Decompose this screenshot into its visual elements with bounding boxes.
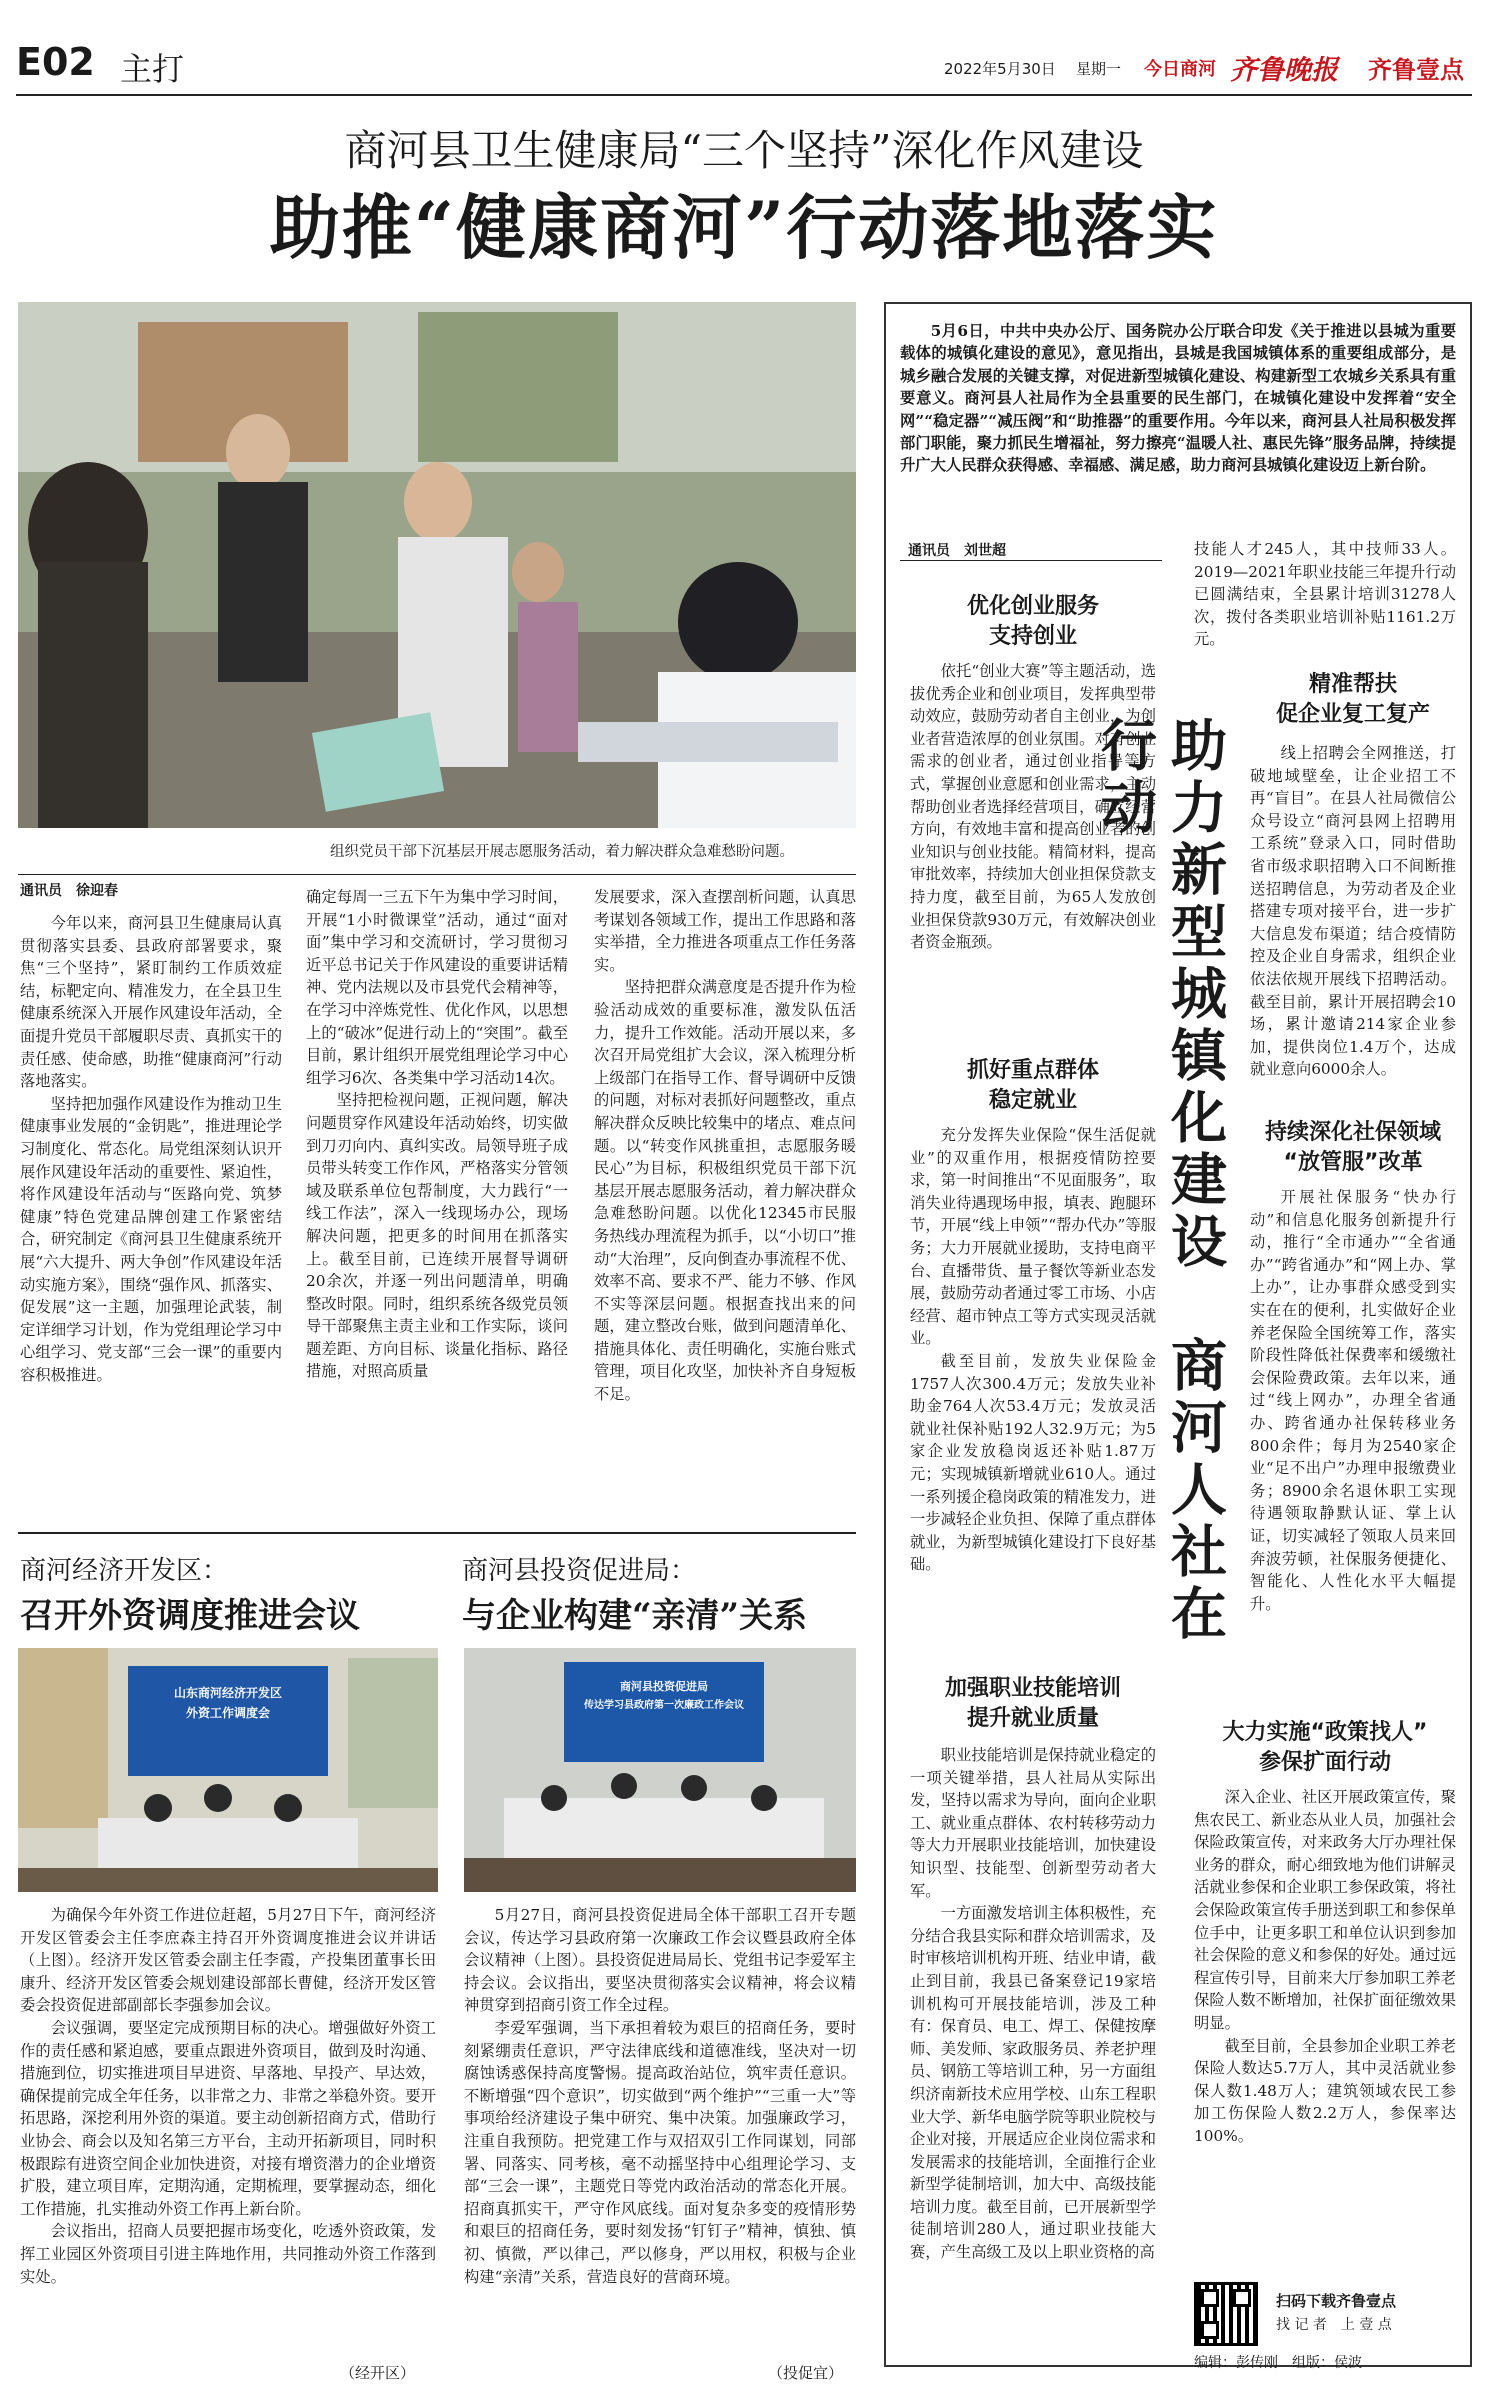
devzone-body [20,1904,436,2288]
main-byline: 通讯员 徐迎春 [20,883,118,899]
invest-banner-line2: 传达学习县政府第一次廉政工作会议 [584,1700,744,1711]
devzone-banner-line1: 山东商河经济开发区 [173,1686,282,1700]
section-title-social-security: 持续深化社保领域 “放管服”改革 [1264,1120,1441,1175]
section-body-entrepreneurship [910,660,1156,954]
section-body-enterprise-support [1250,742,1456,1081]
main-article-top-rule [18,874,856,875]
section-divider [18,1532,856,1534]
paragraph: 李爱军强调，当下承担着较为艰巨的招商任务，要时刻紧绷责任意识，严守法律底线和道德准线，坚决对一切腐蚀诱惑保持高度警惕。提高政治站位，筑牢责任意识。不断增强“四个意识”，切实做到“两个维护”“三重一大”等事项给经济建设子集中研究、集中决策。加强廉政学习，注重自我预防。把党建工作与双招双引工作同谋划，同部署、同落实、同考核，毫不动摇坚持中心组理论学习、支部“三会一课”，主题党日等党内政治活动的常态化开展。招商真抓实干，严守作风底线。面对复杂多变的疫情形势和艰巨的招商任务，要时刻发扬“钉钉子”精神，慎独、慎初、慎微，严以律己，严以修身，严以用权，积极与企业构建“亲清”关系，营造良好的营商环境。 [464,2018,856,2286]
paragraph: 一方面激发培训主体积极性，充分结合我县实际和群众培训需求，及时审核培训机构开班、结业申请，截止到目前，我县已备案登记19家培训机构可开展技能培训，涉及工种有：保育员、电工、焊工、保健按摩师、美发师、家政服务员、养老护理员、钢筋工等培训工种，另一方面组织济南新技术应用学校、山东工程职业大学、新华电脑学院等职业院校与企业对接，开展适应企业岗位需求和发展需求的技能培训，全面推行企业新型学徒制培训，加大中、高级技能培训力度。截至目前，已开展新型学徒制培训280人，通过职业技能大赛，产生高级工及以上职业资格的高 [910,1904,1156,2262]
paragraph: 深入企业、社区开展政策宣传，聚焦农民工、新业态从业人员，加强社会保险政策宣传，对来政务大厅办理社保业务的群众，耐心细致地为他们讲解灵活就业参保和企业职工参保政策，将社会保险政策宣传手册送到职工和参保单位手中，让更多职工和单位认识到参加社会保险的意义和参保的好处。通过远程宣传引导，目前来大厅参加职工养老保险人数不断增加，社保扩面征缴效果明显。 [1194,1788,1456,2032]
paragraph: 职业技能培训是保持就业稳定的一项关键举措，县人社局从实际出发，坚持以需求为导向，面向企业职工、就业重点群体、农村转移劳动力等大力开展职业技能培训，加快建设知识型、技能型、创新型劳动者大军。 [910,1746,1156,1900]
qr-caption: 扫码下载齐鲁壹点 [1276,2292,1397,2310]
section-title-skills-training: 加强职业技能培训 提升就业质量 [944,1676,1121,1731]
invest-kicker: 商河县投资促进局： [462,1556,697,1586]
newspaper-logo: 齐鲁晚报 [1230,55,1338,86]
paragraph: 坚持把群众满意度是否提升作为检验活动成效的重要标准，激发队伍活力，提升工作效能。活动开展以来，多次召开局党组扩大会议，深入梳理分析上级部门在指导工作、督导调研中反馈的问题，对标对表抓好问题整改，重点解决群众反映比较集中的堵点、难点问题。以“转变作风挑重担，志愿服务暖民心”为目标，积极组织党员干部下沉基层开展志愿服务活动，着力解决群众急难愁盼问题。以优化12345市民服务热线办理流程为抓手，以“小切口”推动“大治理”，反向倒查办事流程不优、效率不高、要求不严、能力不够、作风不实等深层问题。根据查找出来的问题，建立整改台账，做到问题清单化、措施具体化、责任明确化，实施台账式管理，项目化攻坚，加快补齐自身短板不足。 [594,978,856,1404]
paragraph: 坚持把检视问题，正视问题，解决问题贯穿作风建设年活动始终，切实做到刀刃向内、真纠实改。局领导班子成员带头转变工作作风，严格落实分管领域及联系单位包帮制度，大力践行“一线工作法”，深入一线现场办公，现场解决问题，把更多的时间用在抓落实上。截至目前，已连续开展督导调研20余次，并逐一列出问题清单，明确整改时限。同时，组织系统各级党员领导干部聚焦主责主业和工作实际，谈问题差距、方向目标、谈量化指标、路径措施，对照高质量 [306,1091,568,1381]
main-photo-caption: 组织党员干部下沉基层开展志愿服务活动，着力解决群众急难愁盼问题。 [330,844,794,860]
paragraph: 线上招聘会全网推送，打破地域壁垒，让企业招工不再“盲目”。在县人社局微信公众号设立“商河县网上招聘用工系统”登录入口，同时借助省市级求职招聘入口不间断推送招聘信息，为劳动者及企业搭建专项对接平台，进一步扩大信息发布渠道；结合疫情防控及企业自身需求，组织企业依法依规开展线下招聘活动。截至目前，累计开展招聘会10场，累计邀请214家企业参加，提供岗位1.4万个，达成就业意向6000余人。 [1250,744,1456,1079]
issue-weekday: 星期一 [1076,60,1122,78]
devzone-meeting-photo [18,1648,438,1892]
paragraph: 充分发挥失业保险“保生活促就业”的双重作用，根据疫情防控要求，第一时间推出“不见面服务”，取消失业待遇现场申报，填表、跑腿环节，开展“线上申领”“帮办代办”等服务；大力开展就业援助，支持电商平台、直播带货、量子餐饮等新业态发展，鼓励劳动者通过零工市场、小店经营、超市钟点工等方式实现灵活就业。 [910,1126,1156,1348]
right-lead [900,320,1456,477]
invest-headline: 与企业构建“亲清”关系 [462,1596,808,1636]
paragraph: 5月6日，中共中央办公厅、国务院办公厅联合印发《关于推进以县城为重要载体的城镇化建设的意见》，意见指出，县城是我国城镇体系的重要组成部分，是城乡融合发展的关键支撑，对促进新型城镇化建设、构建新型工农城乡关系具有重要意义。商河县人社局作为全县重要的民生部门，在城镇化建设中发挥着“安全网”“稳定器”“减压阀”和“助推器”的重要作用。今年以来，商河县人社局积极发挥部门职能，聚力抓民生增福祉，努力擦亮“温暖人社、惠民先锋”服务品牌，持续提升广大人民群众获得感、幸福感、满足感，助力商河县城镇化建设迈上新台阶。 [900,322,1456,475]
editor-credits: 编辑：彭传刚 组版：侯波 [1194,2355,1362,2371]
paragraph: 5月27日，商河县投资促进局全体干部职工召开专题会议，传达学习县政府第一次廉政工作会议暨县政府全体会议精神（上图）。县投资促进局局长、党组书记李爱军主持会议。会议指出，要坚决贯彻落实会议精神，将会议精神贯穿到招商引资工作全过程。 [464,1906,856,2015]
invest-banner-line1: 商河县投资促进局 [620,1680,708,1693]
invest-meeting-photo [464,1648,856,1892]
right-lead-rule [900,560,1162,561]
paragraph: 技能人才245人，其中技师33人。2019—2021年职业技能三年提升行动已圆满结束，全县累计培训31278人次，拨付各类职业培训补贴1161.2万元。 [1194,540,1456,649]
main-body-col3 [594,886,856,1406]
section-title-enterprise-support: 精准帮扶 促企业复工复产 [1275,672,1430,727]
edition-label: 今日商河 [1144,59,1216,80]
right-byline: 通讯员 刘世超 [908,543,1006,559]
issue-date: 2022年5月30日 [944,60,1056,78]
paragraph: 开展社保服务“快办行动”和信息化服务创新提升行动，推行“全市通办”“全省通办”“跨省通办”和“网上办、掌上办”，让办事群众感受到实实在在的便利，扎实做好企业养老保险全国统筹工作，落实阶段性降低社保费率和缓缴社会保险费政策。去年以来，通过“线上网办”，办理全省通办、跨省通办社保转移业务800余件；每月为2540家企业“足不出户”办理申报缴费业务；8900余名退休职工实现待遇领取静默认证、掌上认证，切实减轻了领取人员来回奔波劳顿，社保服务便捷化、智能化、人性化水平大幅提升。 [1250,1188,1456,1613]
right-vertical-headline: 助力新型城镇化建设 商河人社在行动 [1092,716,1228,1646]
volunteer-service-photo [18,302,856,828]
paragraph: 会议强调，要坚定完成预期目标的决心。增强做好外资工作的责任感和紧迫感，要重点跟进外资项目，做到及时沟通、措施到位，切实推进项目早进资、早落地、早投产、早达效，确保提前完成全年任务，以非常之力、非常之举稳外资。要开拓思路，深挖利用外资的渠道。要主动创新招商方式，借助行业协会、商会以及知名第三方平台，主动开拓新项目，同时积极跟踪有进资空间企业加快进资，对接有增资潜力的企业增资扩股，建立项目库，定期沟通，定期梳理，要掌握动态，细化工作措施，扎实推动外资工作再上新台阶。 [20,2018,436,2218]
main-headline: 助推“健康商河”行动落地落实 [269,186,1219,269]
paragraph: 发展要求，深入查摆剖析问题，认真思考谋划各领域工作，提出工作思路和落实举措，全力推进各项重点工作任务落实。 [594,888,856,974]
section-body-key-groups [910,1124,1156,1576]
main-body-col2 [306,886,568,1383]
devzone-kicker: 商河经济开发区： [20,1556,229,1586]
invest-source: （投促宜） [768,2364,844,2382]
paragraph: 为确保今年外资工作进位赶超，5月27日下午，商河经济开发区管委会主任李庶森主持召开外资调度推进会议并讲话（上图）。经济开发区管委会副主任李霞，产投集团董事长田康升、经济开发区管委会规划建设部部长曹健，经济开发区管委会投资促进部副部长李强参加会议。 [20,1906,436,2015]
page-number: E02 [16,40,95,84]
devzone-banner-line2: 外资工作调度会 [185,1706,270,1720]
section-body-social-security [1250,1186,1456,1615]
section-name: 主打 [120,50,185,88]
paragraph: 坚持把加强作风建设作为推动卫生健康事业发展的“金钥匙”，推进理论学习制度化、常态化。局党组深刻认识开展作风建设年活动的重要性、紧迫性，将作风建设年活动与“医路向党、筑梦健康”特色党建品牌创建工作紧密结合，研究制定《商河县卫生健康系统开展“六大提升、两大争创”作风建设年活动实施方案》，围绕“强作风、抓落实、促发展”这一主题，加强理论武装，制定详细学习计划，作为党组理论学习中心组学习、党支部“三会一课”的重要内容积极推进。 [20,1094,282,1384]
paragraph: 截至目前，全县参加企业职工养老保险人数达5.7万人，其中灵活就业参保人数1.48万人；建筑领域农民工参加工伤保险人数2.2万人，参保率达100%。 [1194,2036,1456,2145]
devzone-source: （经开区） [340,2364,416,2382]
header-rule [16,94,1472,96]
invest-body [464,1904,856,2288]
section-body-policy-outreach [1194,1786,1456,2148]
main-body-col1 [20,912,282,1386]
devzone-headline: 召开外资调度推进会议 [20,1596,360,1636]
section-body-skills-training-cont [1194,538,1456,651]
main-kicker: 商河县卫生健康局“三个坚持”深化作风建设 [344,126,1144,175]
paragraph: 确定每周一三五下午为集中学习时间，开展“1小时微课堂”活动，通过“面对面”集中学习和交流研讨，学习贯彻习近平总书记关于作风建设的重要讲话精神、党内法规以及市县党代会精神等，在学习中淬炼党性、优化作风，以思想上的“破冰”促进行动上的“突围”。截至目前，累计组织开展党组理论学习中心组学习6次、各类集中学习活动14次。 [306,888,568,1087]
section-title-policy-outreach: 大力实施“政策找人” 参保扩面行动 [1222,1720,1428,1775]
qr-subcaption: 找 记 者 上 壹 点 [1276,2317,1392,2333]
paragraph: 会议指出，招商人员要把握市场变化，吃透外资政策，发挥工业园区外资项目引进主阵地作用，共同推动外资工作落到实处。 [20,2222,436,2286]
section-body-skills-training [910,1744,1156,2264]
section-title-entrepreneurship: 优化创业服务 支持创业 [966,594,1099,649]
paragraph: 截至目前，发放失业保险金1757人次300.4万元；发放失业补助金764人次53.4万元；发放灵活就业社保补贴192人32.9万元；为5家企业发放稳岗返还补贴1.87万元；实现城镇新增就业610人。通过一系列援企稳岗政策的精准发力，进一步减轻企业负担、保障了重点群体就业，为新型城镇化建设打下良好基础。 [910,1351,1156,1574]
paragraph: 依托“创业大赛”等主题活动，选拔优秀企业和创业项目，发挥典型带动效应，鼓励劳动者自主创业，为创业者营造浓厚的创业氛围。对有创业需求的创业者，通过创业指导等方式，掌握创业意愿和创业需求，主动帮助创业者选择经营项目，确立经营方向，有效地丰富和提高创业者的创业知识与创业技能。精简材料，提高审批效率，持续加大创业担保贷款支持力度，截至目前，为65人发放创业担保贷款930万元，有效解决创业者资金瓶颈。 [910,662,1156,952]
paragraph: 今年以来，商河县卫生健康局认真贯彻落实县委、县政府部署要求，聚焦“三个坚持”，紧盯制约工作质效症结，标靶定向、精准发力，在全县卫生健康系统深入开展作风建设年活动，全面提升党员干部履职尽责、真抓实干的责任感、使命感，助推“健康商河”行动落地落实。 [20,914,282,1091]
app-logo: 齐鲁壹点 [1368,56,1464,84]
section-title-key-groups: 抓好重点群体 稳定就业 [966,1058,1099,1113]
qr-code-icon[interactable] [1194,2282,1258,2346]
